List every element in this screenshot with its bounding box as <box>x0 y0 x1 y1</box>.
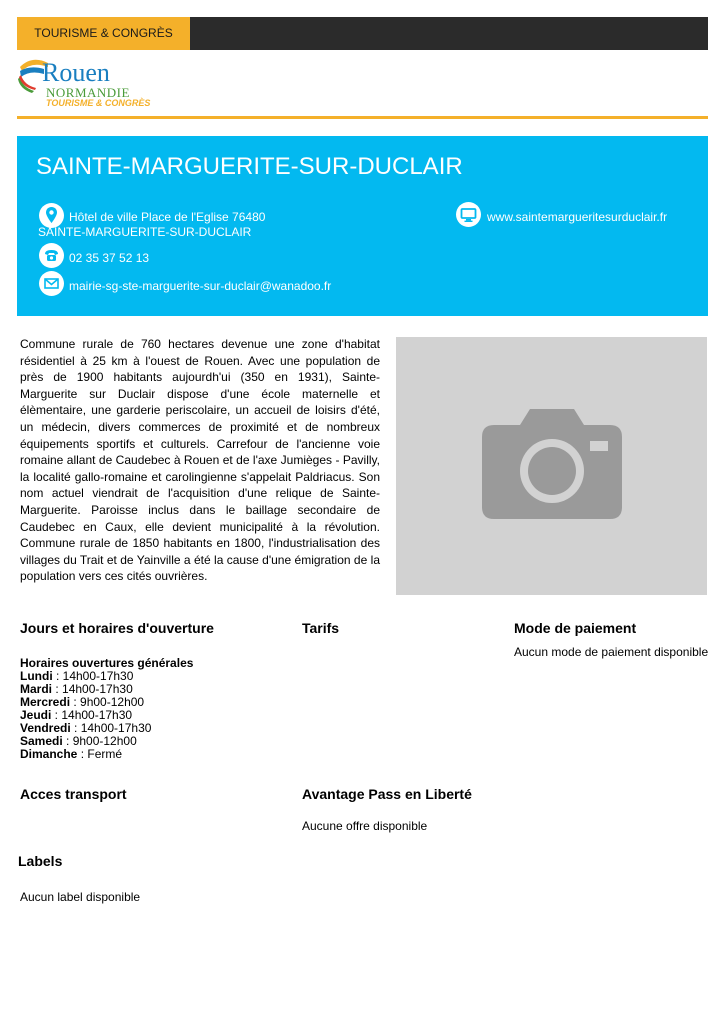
hours-row-dimanche: Dimanche : Fermé <box>20 747 123 761</box>
phone-number[interactable]: 02 35 37 52 13 <box>69 251 150 265</box>
photo-placeholder <box>396 337 707 595</box>
email-icon <box>39 271 64 296</box>
description-text: Commune rurale de 760 hectares devenue une zone d'habitat résidentiel à 25 km à l'ouest de Rouen. Avec une population de près de 1900 habitants aujourdh'ui (350 en 1931), Sainte-Marguerite sur Duclair dispose d'une école maternelle et élèmentaire, une garderie periscolaire, un accueil de loisirs d'été, un médecin, divers commerces de proximité et de nombreux équipements sportifs et culturels. Carrefour de l'ancienne voie romaine allant de Caudebec à Rouen et de l'axe Jumièges - Pavilly, la localité gallo-romaine et carolingienne s'appelait Paldriacus. Son nom actuel viendrait de l'acquisition d'une relique de Sainte-Marguerite. Paroisse inclus dans le baillage secondaire de Caudebec en Caux, elle devient municipalité à la révolution. Commune rurale de 1850 habitants en 1800, l'industrialisation des villages du Trait et de Yainville a été la cause d'une émigration de la population vers ces cités ouvrières. <box>20 337 380 584</box>
hours-row-mardi: Mardi : 14h00-17h30 <box>20 682 133 696</box>
page-title: SAINTE-MARGUERITE-SUR-DUCLAIR <box>36 153 463 180</box>
hours-row-mercredi: Mercredi : 9h00-12h00 <box>20 695 145 709</box>
address-line2: SAINTE-MARGUERITE-SUR-DUCLAIR <box>38 225 252 239</box>
labels-heading: Labels <box>18 853 63 869</box>
header-divider <box>17 116 708 119</box>
top-bar <box>17 17 708 50</box>
tourisme-congres-tab[interactable]: TOURISME & CONGRÈS <box>17 17 190 50</box>
pass-heading: Avantage Pass en Liberté <box>302 786 472 802</box>
hero-banner <box>17 136 708 316</box>
hours-row-samedi: Samedi : 9h00-12h00 <box>20 734 137 748</box>
camera-icon <box>480 403 624 521</box>
payment-text: Aucun mode de paiement disponible <box>514 645 709 659</box>
address-line1: Hôtel de ville Place de l'Eglise 76480 <box>69 210 266 224</box>
hours-row-vendredi: Vendredi : 14h00-17h30 <box>20 721 152 735</box>
tarifs-heading: Tarifs <box>302 620 340 636</box>
phone-icon <box>39 243 64 268</box>
transport-heading: Acces transport <box>20 786 127 802</box>
hours-row-lundi: Lundi : 14h00-17h30 <box>20 669 134 683</box>
hours-list <box>20 657 193 761</box>
pass-text: Aucune offre disponible <box>302 819 428 833</box>
logo-rouen-text: Rouen <box>42 58 110 87</box>
logo-tourisme-text: TOURISME & CONGRÈS <box>46 98 151 108</box>
website-link[interactable]: www.saintemargueritesurduclair.fr <box>487 210 668 224</box>
labels-text: Aucun label disponible <box>20 890 141 904</box>
hours-heading: Jours et horaires d'ouverture <box>20 620 214 636</box>
payment-heading: Mode de paiement <box>514 620 637 636</box>
email-link[interactable]: mairie-sg-ste-marguerite-sur-duclair@wanadoo.fr <box>69 279 332 293</box>
hours-row-jeudi: Jeudi : 14h00-17h30 <box>20 708 133 722</box>
website-monitor-icon <box>456 202 481 227</box>
rouen-normandie-logo[interactable] <box>18 57 178 109</box>
logo-normandie-text: NORMANDIE <box>46 85 130 100</box>
hours-subtitle: Horaires ouvertures générales <box>20 656 194 670</box>
